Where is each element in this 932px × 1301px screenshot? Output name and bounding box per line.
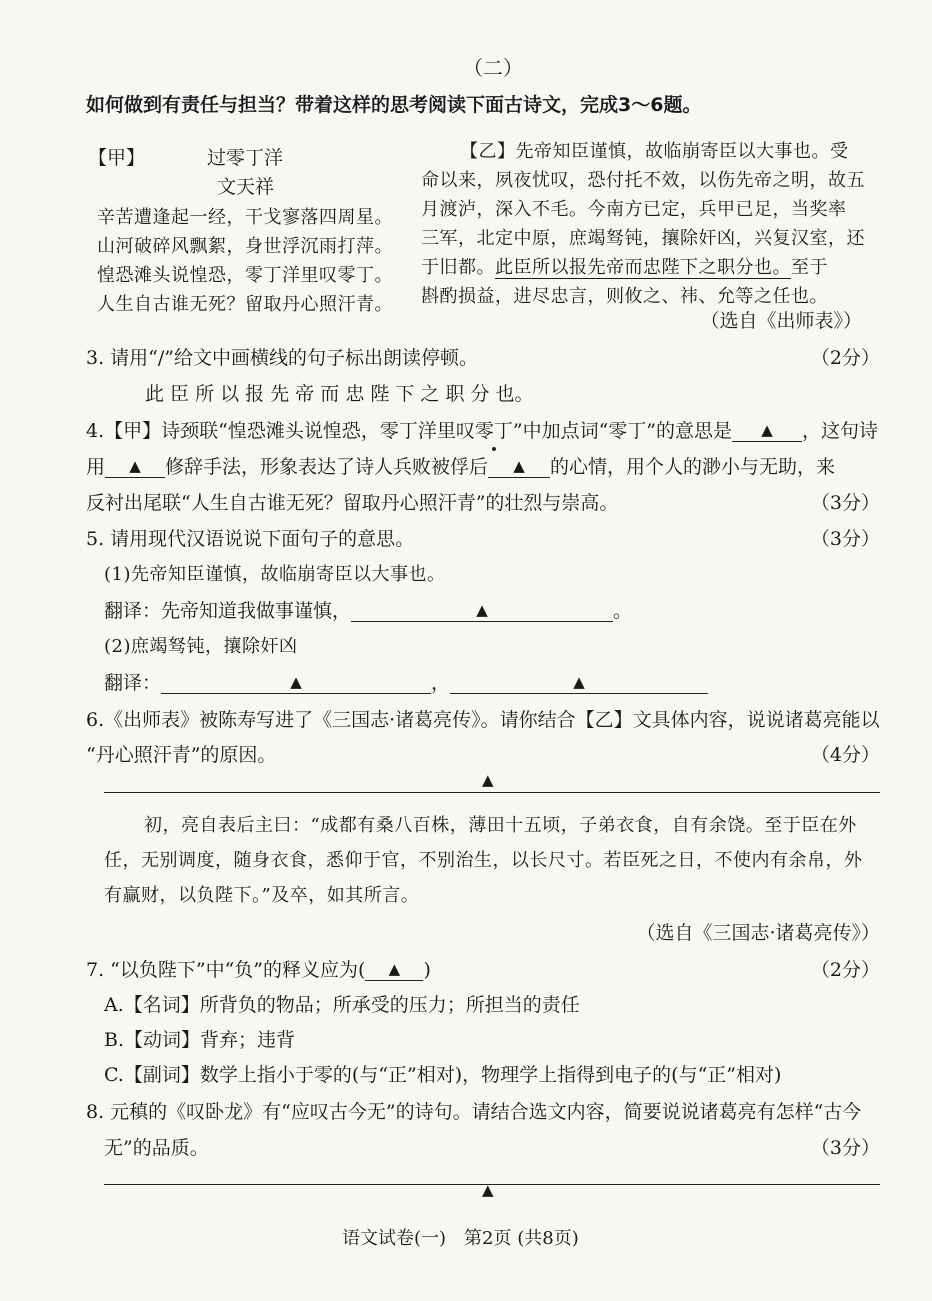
question-4-line-2	[86, 452, 835, 479]
question-4-text: 的心情，用个人的渺小与无助，来	[550, 456, 836, 478]
question-5-translation-1	[104, 596, 632, 623]
answer-blank[interactable]	[732, 422, 802, 442]
page-footer: 语文试卷(一) 第2页 (共8页)	[342, 1228, 579, 1249]
emphasized-word: 零丁	[474, 420, 513, 442]
question-7-score: （2分）	[810, 959, 880, 981]
poem-line: 人生自古谁无死？留取丹心照汗青。	[97, 294, 393, 315]
source-citation: （选自《三国志·诸葛亮传》）	[636, 922, 880, 944]
question-8-line-1: 8. 元稹的《叹卧龙》有“应叹古今无”的诗句。请结合选文内容，简要说说诸葛亮有怎样“古今	[86, 1101, 862, 1123]
answer-blank[interactable]	[105, 458, 165, 478]
question-5-score: （3分）	[810, 528, 880, 550]
poem-line: 山河破碎风飘絮，身世浮沉雨打萍。	[97, 236, 393, 257]
source-citation: （选自《出师表》）	[700, 310, 862, 332]
question-4-text: ，这句诗	[802, 420, 879, 442]
option-a[interactable]: A.【名词】所背负的物品；所承受的压力；所担当的责任	[104, 994, 580, 1016]
intro-text: 如何做到有责任与担当？带着这样的思考阅读下面古诗文，完成3～6题。	[86, 94, 702, 116]
triangle-icon: ▲	[290, 673, 302, 691]
option-b[interactable]: B.【动词】背弃；违背	[104, 1029, 296, 1051]
question-4-text: 修辞手法，形象表达了诗人兵败被俘后	[165, 456, 489, 478]
question-6-line-2: “丹心照汗青”的原因。	[86, 744, 277, 766]
question-7-text: 7. “以负陛下”中“负”的释义应为(	[86, 959, 366, 981]
passage-yi-text: 至于	[791, 257, 828, 278]
answer-blank[interactable]	[488, 458, 550, 478]
triangle-icon: ▲	[513, 457, 525, 475]
triangle-icon: ▲	[129, 457, 141, 475]
answer-blank[interactable]	[161, 674, 431, 694]
passage-line: 初，亮自表后主曰：“成都有桑八百株，薄田十五顷，子弟衣食，自有余饶。至于臣在外	[144, 815, 857, 836]
passage-yi-line: 月渡泸，深入不毛。今南方已定，兵甲已足，当奖率	[421, 199, 847, 220]
question-4-text: 用	[86, 456, 106, 478]
answer-blank[interactable]	[351, 602, 613, 622]
question-5-sentence-2: (2)庶竭驽钝，攘除奸凶	[104, 636, 298, 657]
question-6-line-1: 6.《出师表》被陈寿写进了《三国志·诸葛亮传》。请你结合【乙】文具体内容，说说诸葛亮能以	[86, 709, 880, 731]
question-6-score: （4分）	[810, 744, 880, 766]
question-4-line-3: 反衬出尾联“人生自古谁无死？留取丹心照汗青”的壮烈与崇高。	[86, 492, 619, 514]
answer-blank[interactable]	[450, 674, 708, 694]
triangle-icon: ▲	[388, 960, 401, 978]
question-3-score: （2分）	[810, 347, 880, 369]
passage-yi-line: 斟酌损益，进尽忠言，则攸之、祎、允等之任也。	[421, 286, 828, 307]
question-8-line-2: 无”的品质。	[104, 1137, 209, 1159]
triangle-icon: ▲	[482, 1181, 494, 1199]
poem-title: 过零丁洋	[207, 147, 284, 169]
passage-yi-line: 【乙】先帝知臣谨慎，故临崩寄臣以大事也。受	[460, 141, 849, 162]
passage-line: 任，无别调度，随身衣食，悉仰于官，不别治生，以长尺寸。若臣死之日，不使内有余帛，外	[104, 850, 863, 871]
answer-blank[interactable]	[365, 961, 423, 981]
question-7	[86, 955, 431, 982]
question-3-sentence: 此 臣 所 以 报 先 帝 而 忠 陛 下 之 职 分 也。	[145, 383, 534, 405]
passage-yi-line	[421, 253, 828, 279]
passage-line: 有赢财，以负陛下。”及卒，如其所言。	[104, 885, 420, 906]
answer-line[interactable]	[104, 1184, 880, 1185]
passage-yi-line: 三军，北定中原，庶竭驽钝，攘除奸凶，兴复汉室，还	[421, 228, 865, 249]
question-4-line-1	[86, 416, 878, 443]
triangle-icon: ▲	[476, 601, 488, 619]
poem-line: 惶恐滩头说惶恐，零丁洋里叹零丁。	[97, 265, 393, 286]
translation-separator: ，	[431, 672, 451, 694]
question-5-translation-2	[104, 668, 708, 695]
passage-yi-text: 于旧都。	[421, 257, 495, 278]
question-4-score: （3分）	[810, 492, 880, 514]
answer-line[interactable]	[104, 792, 880, 793]
option-c[interactable]: C.【副词】数学上指小于零的(与“正”相对)，物理学上指得到电子的(与“正”相对)	[104, 1064, 782, 1086]
question-4-text: 4.【甲】诗颈联“惶恐滩头说惶恐，零丁洋里叹	[86, 420, 475, 442]
question-4-dotted-word	[475, 420, 513, 442]
poem-author: 文天祥	[217, 176, 275, 198]
question-4-text: ”中加点词“零丁”的意思是	[512, 420, 733, 442]
question-8-score: （3分）	[810, 1137, 880, 1159]
question-7-text: )	[423, 959, 431, 981]
triangle-icon: ▲	[761, 421, 773, 439]
triangle-icon: ▲	[482, 771, 494, 789]
question-5-sentence-1: (1)先帝知臣谨慎，故临崩寄臣以大事也。	[104, 564, 446, 585]
passage-yi-line: 命以来，夙夜忧叹，恐付托不效，以伤先帝之明，故五	[421, 170, 865, 191]
poem-jia-tag: 【甲】	[88, 147, 146, 169]
underlined-sentence: 此臣所以报先帝而忠陛下之职分也。	[495, 257, 791, 278]
translation-label: 翻译：	[104, 672, 162, 694]
translation-end: 。	[613, 600, 633, 622]
translation-label: 翻译：先帝知道我做事谨慎，	[104, 600, 352, 622]
triangle-icon: ▲	[573, 673, 585, 691]
section-title: （二）	[463, 56, 523, 80]
question-5: 5. 请用现代汉语说说下面句子的意思。	[86, 528, 415, 550]
poem-line: 辛苦遭逢起一经，干戈寥落四周星。	[97, 207, 393, 228]
question-3: 3. 请用“/”给文中画横线的句子标出朗读停顿。	[86, 347, 478, 369]
